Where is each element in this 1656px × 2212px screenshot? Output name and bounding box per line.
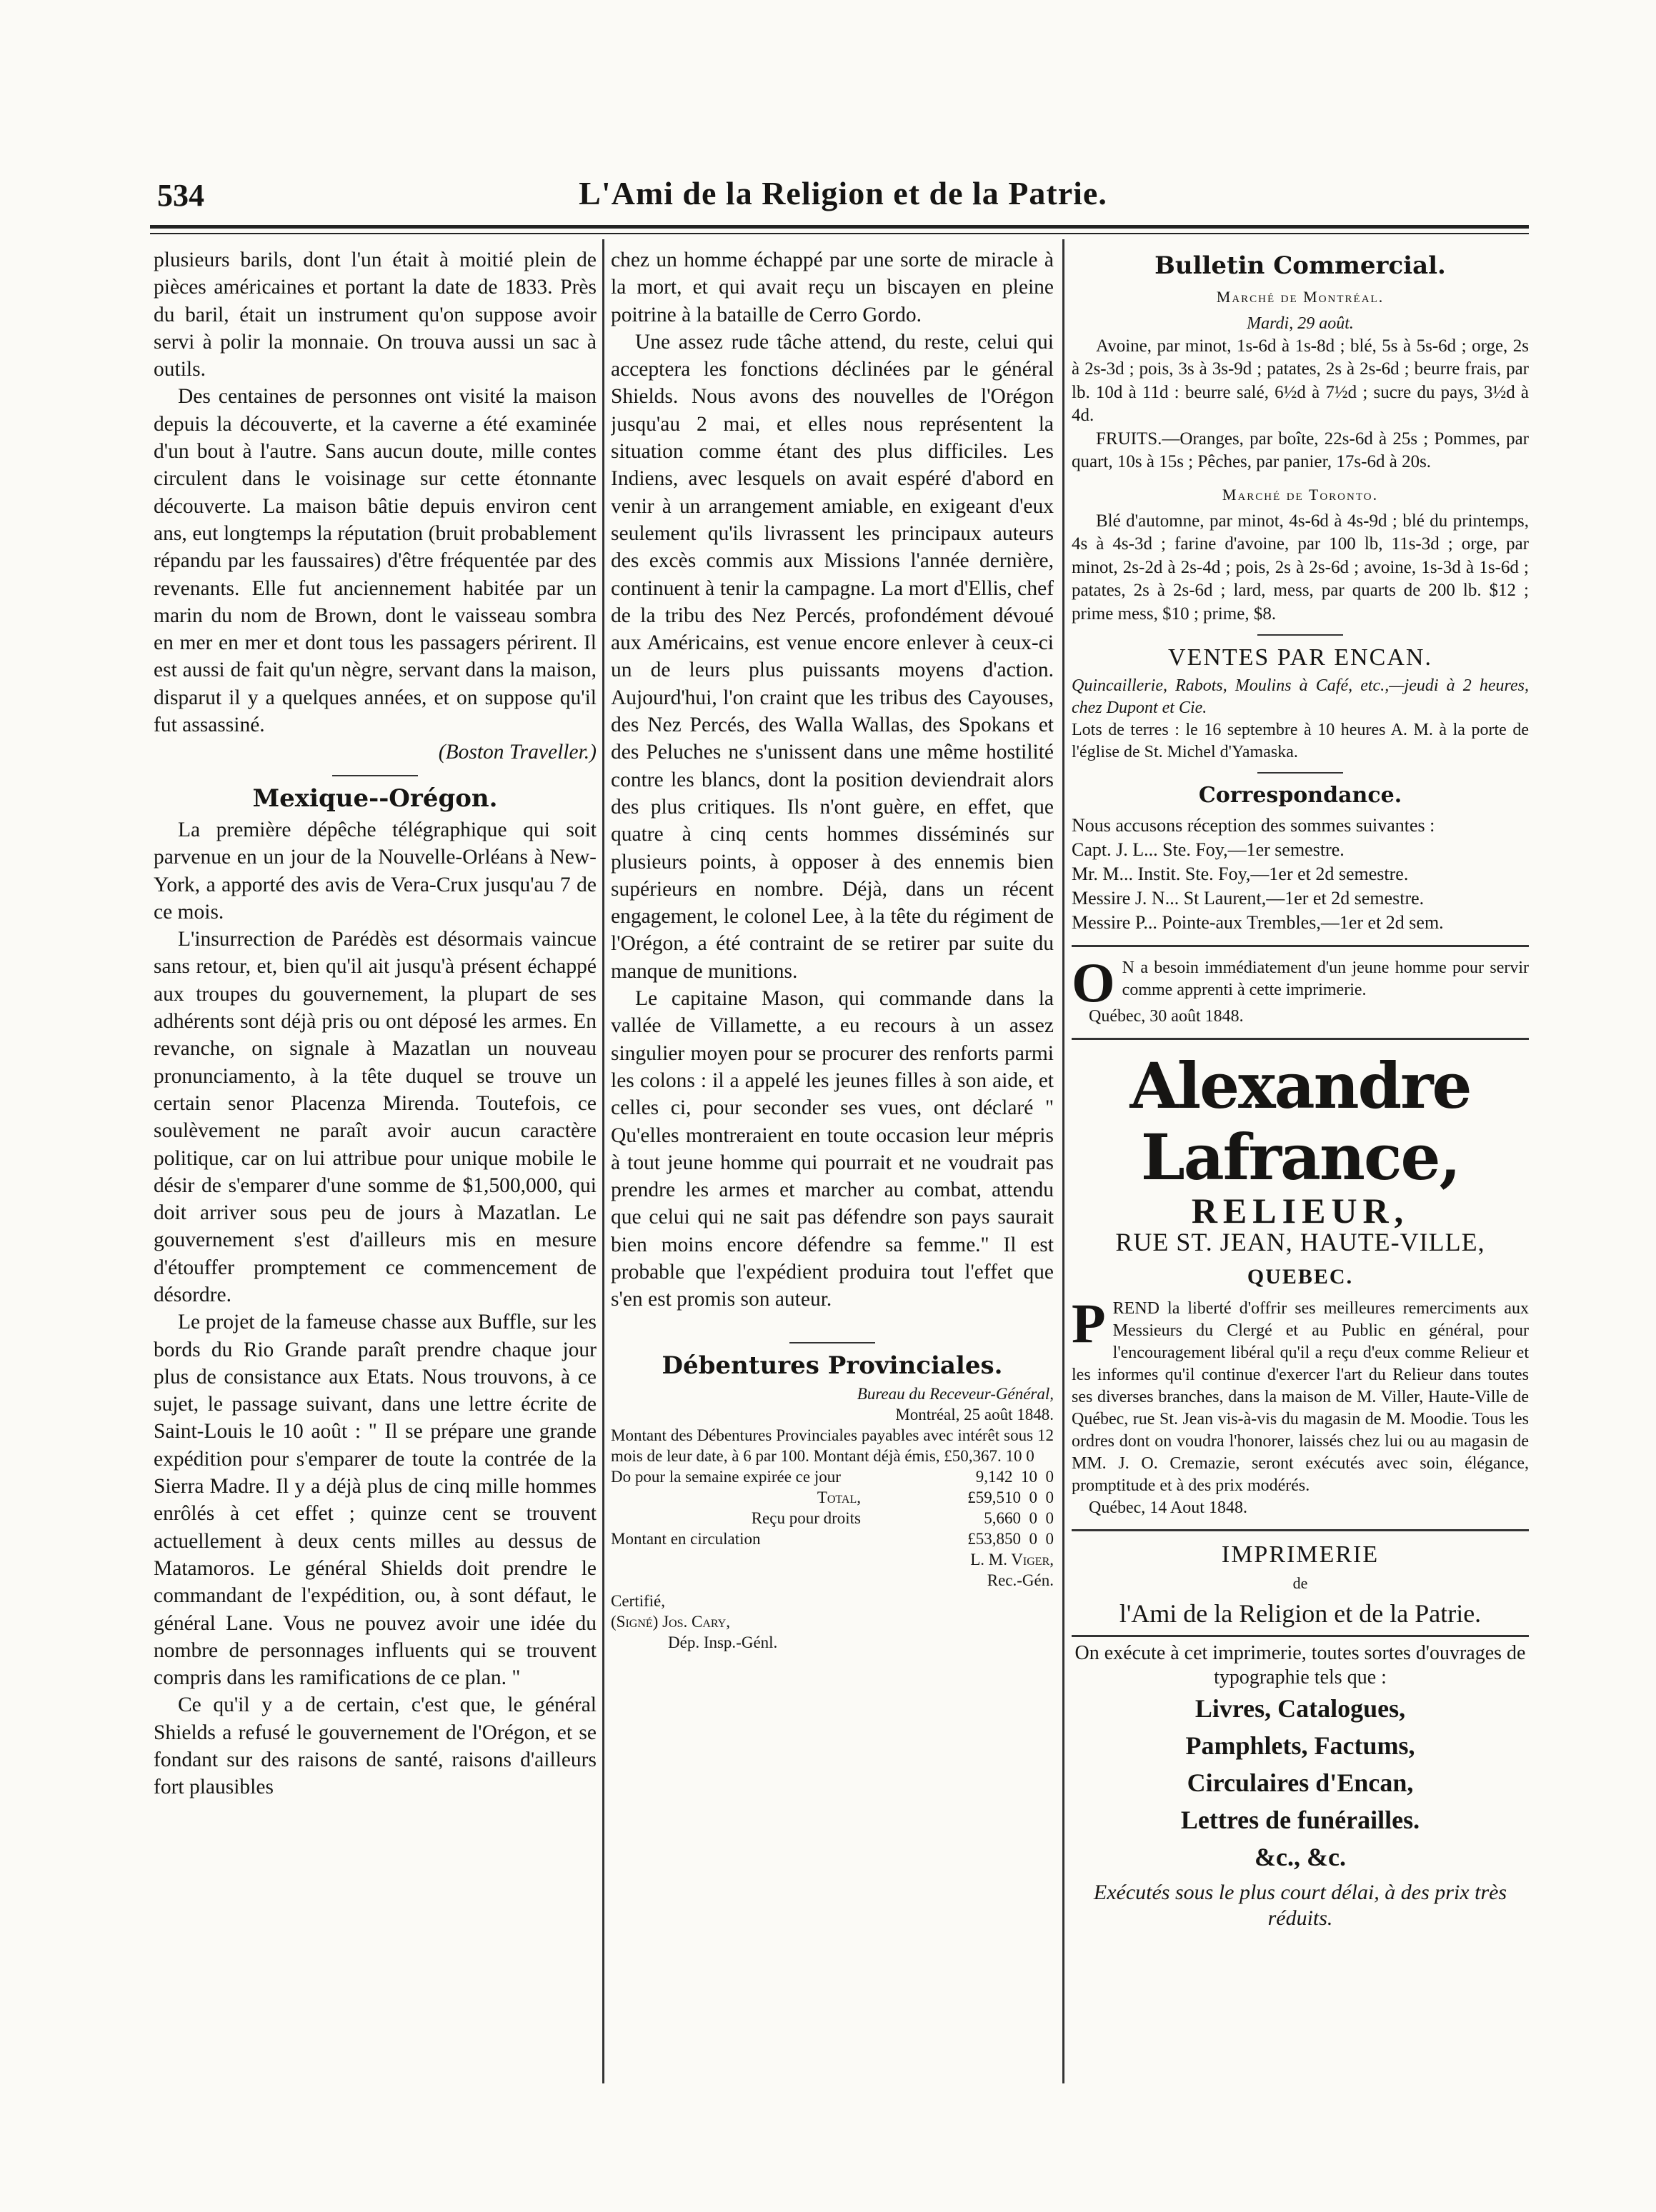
header-rule-thin — [150, 233, 1529, 234]
separator — [1257, 634, 1343, 636]
column-divider-1 — [602, 239, 604, 2083]
page-header — [157, 170, 1529, 220]
debentures-signed-title: Dép. Insp.-Génl. — [668, 1633, 778, 1651]
article-paragraph: Des centaines de personnes ont visité la maison depuis la découverte, et la caverne a été examinée d'un bout à l'autre. Sans aucun doute, mille contes circulent dans le voisinage sur cette étonnante découverte. La maison bâtie depuis environ cent ans, eut longtemps la réputation (bruit probablement répandu par les faussaires) d'être fréquentée par des revenants. Elle fut anciennement habitée par un marin du nom de Brown, dont le vaisseau sombra en mer en mer et dont tous les passagers périrent. Il est aussi de fait qu'un nègre, servant dans la maison, disparut il y a quelques années, et on suppose qu'il fut assassiné. — [154, 385, 597, 737]
column-1 — [154, 246, 597, 2096]
correspondence-heading: Correspondance. — [1198, 782, 1402, 808]
correspondence-entry: Mr. M... Instit. Ste. Foy,—1er et 2d semestre. — [1072, 863, 1409, 884]
separator — [332, 775, 418, 776]
debentures-row: Total, £59,510 0 0 — [817, 1488, 1054, 1506]
debentures-office: Bureau du Receveur-Général, — [857, 1384, 1054, 1403]
debentures-certified: Certifié, — [611, 1591, 665, 1610]
montreal-market-title: Marché de Montréal. — [1216, 288, 1385, 306]
printing-item: Livres, Catalogues, — [1194, 1693, 1406, 1723]
debentures-row: Reçu pour droits 5,660 0 0 — [751, 1508, 1054, 1527]
debentures-row: Do pour la semaine expirée ce jour 9,142 10 0 — [611, 1467, 1054, 1486]
column-3 — [1072, 246, 1529, 2096]
column-2 — [611, 246, 1054, 2096]
header-rule — [150, 225, 1529, 229]
market-paragraph: FRUITS.—Oranges, par boîte, 22s-6d à 25s ; Pommes, par quart, 10s à 15s ; Pêches, par panier, 17s-6d à 20s. — [1072, 429, 1529, 472]
debentures-signature: L. M. Viger, — [970, 1550, 1054, 1568]
article-paragraph: Le capitaine Mason, qui commande dans la vallée de Villamette, a eu recours à un assez singulier moyen pour se procurer des renforts parmi les colons : il a appelé les jeunes filles à son aide, et celles ci, pour seconder ses vues, ont déclaré " Qu'elles montreraient en toute occasion leur mépris à tout jeune homme qui pourrait et ne voudrait pas prendre les armes et marcher au combat, attendu que celui qui ne sait pas défendre son pays saurait bien moins encore défendre sa femme." Il est probable que l'expédient produira tout l'effet que s'en est promis son auteur. — [611, 987, 1054, 1311]
page-number: 534 — [157, 178, 204, 213]
article-paragraph: Une assez rude tâche attend, du reste, celui qui acceptera les fonctions déclinées par le général Shields. Nous avons des nouvelles de l'Orégon jusqu'au 2 mai, et elles nous représentent la situation comme étant des plus difficiles. Les Indiens, avec lesquels on avait espéré d'abord en venir à un arrangement amiable, en exigeant d'eux seulement qu'ils livrassent les principaux auteurs des excès commis aux Missions l'année dernière, continuent à tenir la campagne. La mort d'Ellis, chef de la tribu des Nez Percés, profondément dévoué aux Américains, est venue encore enlever à ceux-ci un de leurs plus puissants moyens d'action. Aujourd'hui, l'on craint que les tribus des Cayouses, des Nez Percés, des Walla Wallas, des Spokans et des Peluches ne s'unissent dans une même hostilité contre les blancs, dont la position deviendrait alors des plus critiques. Ils n'ont guère, en effet, que quatre à cinq cents hommes disséminés sur plusieurs points, à opposer à des ennemis bien supérieurs en nombre. Déjà, dans un récent engagement, le colonel Lee, à la tête du régiment de l'Orégon, a été contraint de se retirer par suite du manque de munitions. — [611, 330, 1054, 983]
auction-heading: VENTES PAR ENCAN. — [1168, 644, 1432, 671]
market-paragraph: Avoine, par minot, 1s-6d à 1s-8d ; blé, 5s à 5s-6d ; orge, 2s à 2s-3d ; pois, 3s à 3s-9d ; patates, 2s à 2s-6d ; beurre frais, par lb. 10d à 11d : beurre salé, 6½d à 7½d ; sucre du pays, 3½d à 4d. — [1072, 336, 1529, 426]
debentures-notice — [611, 1383, 1054, 1653]
correspondence-list — [1072, 814, 1529, 935]
article-paragraph: Le projet de la fameuse chasse aux Buffle, sur les bords du Rio Grande paraît prendre chaque jour plus de consistance aux Etats. Nous trouvons, à ce sujet, le passage suivant, dans une lettre écrite de Saint-Louis le 10 août : " Il se prépare une grande expédition pour s'emparer de toute la contrée de la Sierra Madre. Il y a déjà plus de cinq mille hommes enrôlés à cet effet ; quinze cent se trouvent actuellement à deux cents milles au dessus de Matamoros. Le général Shields doit prendre le commandant de l'expédition, ou, à sont défaut, le général Lane. Vous ne pouvez avoir une idée du nombre de personnages influents qui se trouvent compris dans les ramifications de ce plan. " — [154, 1311, 597, 1690]
toronto-market-title: Marché de Toronto. — [1222, 485, 1379, 504]
article-paragraph: chez un homme échappé par une sorte de miracle à la mort, et qui avait reçu un biscayen en pleine poitrine à la bataille de Cerro Gordo. — [611, 249, 1054, 326]
article-paragraph: La première dépêche télégraphique qui soit parvenue en un jour de la Nouvelle-Orléans à New-York, a apporté des avis de Vera-Crux jusqu'au 7 de ce mois. — [154, 818, 597, 924]
debentures-row: Montant en circulation £53,850 0 0 — [611, 1529, 1054, 1548]
article-paragraph: plusieurs barils, dont l'un était à moitié plein de pièces américaines et portant la date de 1833. Près du baril, était un instrument qu'on suppose avoir servi à polir la monnaie. On trouva aussi un sac à outils. — [154, 249, 597, 381]
market-paragraph: Blé d'automne, par minot, 4s-6d à 4s-9d ; blé du printemps, 4s à 4s-3d ; farine d'avoine, par 100 lb, 11s-3d ; orge, par minot, 2s-2d à 2s-4d ; pois, 2s à 2s-6d ; avoine, 1s-3d à 1s-6d ; patates, 2s à 2s-6d ; lard, mess, par quarts de 200 lb. $12 ; prime mess, $10 ; prime, $8. — [1072, 511, 1529, 624]
article-paragraph: Ce qu'il y a de certain, c'est que, le général Shields a refusé le gouvernement de l'Orégon, et se fondant sur des raisons de santé, raisons d'ailleurs fort plausibles — [154, 1693, 597, 1799]
printing-item: Lettres de funérailles. — [1180, 1805, 1420, 1834]
debentures-heading: Débentures Provinciales. — [662, 1351, 1003, 1380]
bulletin-heading: Bulletin Commercial. — [1154, 251, 1446, 280]
binder-ad-text: REND la liberté d'offrir ses meilleures remerciments aux Messieurs du Clergé et au Public en général, pour l'encouragement libéral qu'il a reçu d'eux comme Relieur et les informes qu'il continue d'exercer l'art du Relieur dans toutes ses diverses branches, dans la maison de M. Viller, Haute-Ville de Québec, rue St. Jean vis-à-vis du magasin de M. Moodie. Tous les ordres dont on voudra l'honorer, laissés chez lui ou au magasin de MM. J. O. Cremazie, seront exécutés avec soin, élégance, promptitude et à des prix modérés. — [1072, 1298, 1529, 1495]
column-divider-2 — [1062, 239, 1064, 2083]
binder-address: RUE ST. JEAN, HAUTE-VILLE, — [1115, 1228, 1485, 1257]
article-heading: Mexique--Orégon. — [252, 784, 498, 813]
printing-items — [1072, 1690, 1529, 1876]
separator — [1072, 945, 1529, 947]
binder-city: QUEBEC. — [1247, 1264, 1354, 1288]
correspondence-intro: Nous accusons réception des sommes suivantes : — [1072, 814, 1435, 836]
binder-trade: RELIEUR, — [1191, 1190, 1410, 1231]
correspondence-entry: Messire J. N... St Laurent,—1er et 2d semestre. — [1072, 887, 1425, 909]
separator — [1072, 1635, 1529, 1637]
debentures-signature-title: Rec.-Gén. — [987, 1571, 1054, 1589]
separator — [1072, 1529, 1529, 1531]
binder-ad-date: Québec, 14 Aout 1848. — [1089, 1498, 1247, 1517]
printing-heading: IMPRIMERIE — [1221, 1541, 1380, 1568]
printing-item: Pamphlets, Factums, — [1185, 1731, 1415, 1760]
correspondence-entry: Messire P... Pointe-aux Trembles,—1er et 2d sem. — [1072, 911, 1444, 933]
article-paragraph: L'insurrection de Parédès est désormais vaincue sans retour, et, bien qu'il ait jusqu'à présent échappé aux troupes du gouvernement, la plupart de ses adhérents sont déjà pris ou ont déposé les armes. En revanche, on signale à Mazatlan un nouveau pronunciamento, à la tête duquel se trouve un certain senor Placenza Mirenda. Toutefois, ce soulèvement ne paraît avoir aucun caractère politique, car on lui attribue pour unique mobile le désir de s'emparer d'une somme de $1,500,000, qui doit arriver sous peu de jours à Mazatlan. Le gouvernement s'est d'ailleurs mis en mesure d'étouffer promptement ce commencement de désordre. — [154, 928, 597, 1306]
apprentice-ad-text: N a besoin immédiatement d'un jeune homme pour servir comme apprenti à cette imprimerie. — [1122, 958, 1529, 999]
apprentice-ad-date: Québec, 30 août 1848. — [1089, 1006, 1244, 1026]
printing-item: Circulaires d'Encan, — [1187, 1768, 1414, 1797]
debentures-date: Montréal, 25 août 1848. — [895, 1405, 1054, 1423]
binder-ad — [1072, 1291, 1529, 1519]
auction-item: Quincaillerie, Rabots, Moulins à Café, etc.,—jeudi à 2 heures, chez Dupont et Cie. — [1072, 676, 1529, 717]
separator — [789, 1342, 875, 1343]
separator — [1257, 772, 1343, 774]
drop-cap: P — [1072, 1291, 1106, 1354]
article-source: (Boston Traveller.) — [438, 741, 597, 764]
separator — [1072, 1038, 1529, 1040]
debentures-intro: Montant des Débentures Provinciales payables avec intérêt sous 12 mois de leur date, à 6 par 100. Montant déjà émis, £50,367. 10 0 — [611, 1426, 1054, 1465]
montreal-market-date: Mardi, 29 août. — [1247, 314, 1354, 333]
printing-name: l'Ami de la Religion et de la Patrie. — [1119, 1599, 1482, 1628]
printing-de: de — [1292, 1574, 1308, 1593]
apprentice-ad — [1072, 951, 1529, 1028]
auction-item: Lots de terres : le 16 septembre à 10 heures A. M. à la porte de l'église de St. Michel d'Yamaska. — [1072, 720, 1529, 761]
printing-footer: Exécutés sous le plus court délai, à des prix très réduits. — [1093, 1880, 1507, 1930]
debentures-signed: (Signé) Jos. Cary, — [611, 1612, 730, 1631]
correspondence-entry: Capt. J. L... Ste. Foy,—1er semestre. — [1072, 839, 1345, 860]
printing-intro: On exécute à cet imprimerie, toutes sortes d'ouvrages de typographie tels que : — [1074, 1641, 1526, 1688]
masthead-title: L'Ami de la Religion et de la Patrie. — [579, 175, 1107, 211]
printing-item: &c., &c. — [1255, 1842, 1346, 1871]
drop-cap: O — [1072, 951, 1115, 1014]
binder-name: Alexandre Lafrance, — [1129, 1048, 1471, 1194]
